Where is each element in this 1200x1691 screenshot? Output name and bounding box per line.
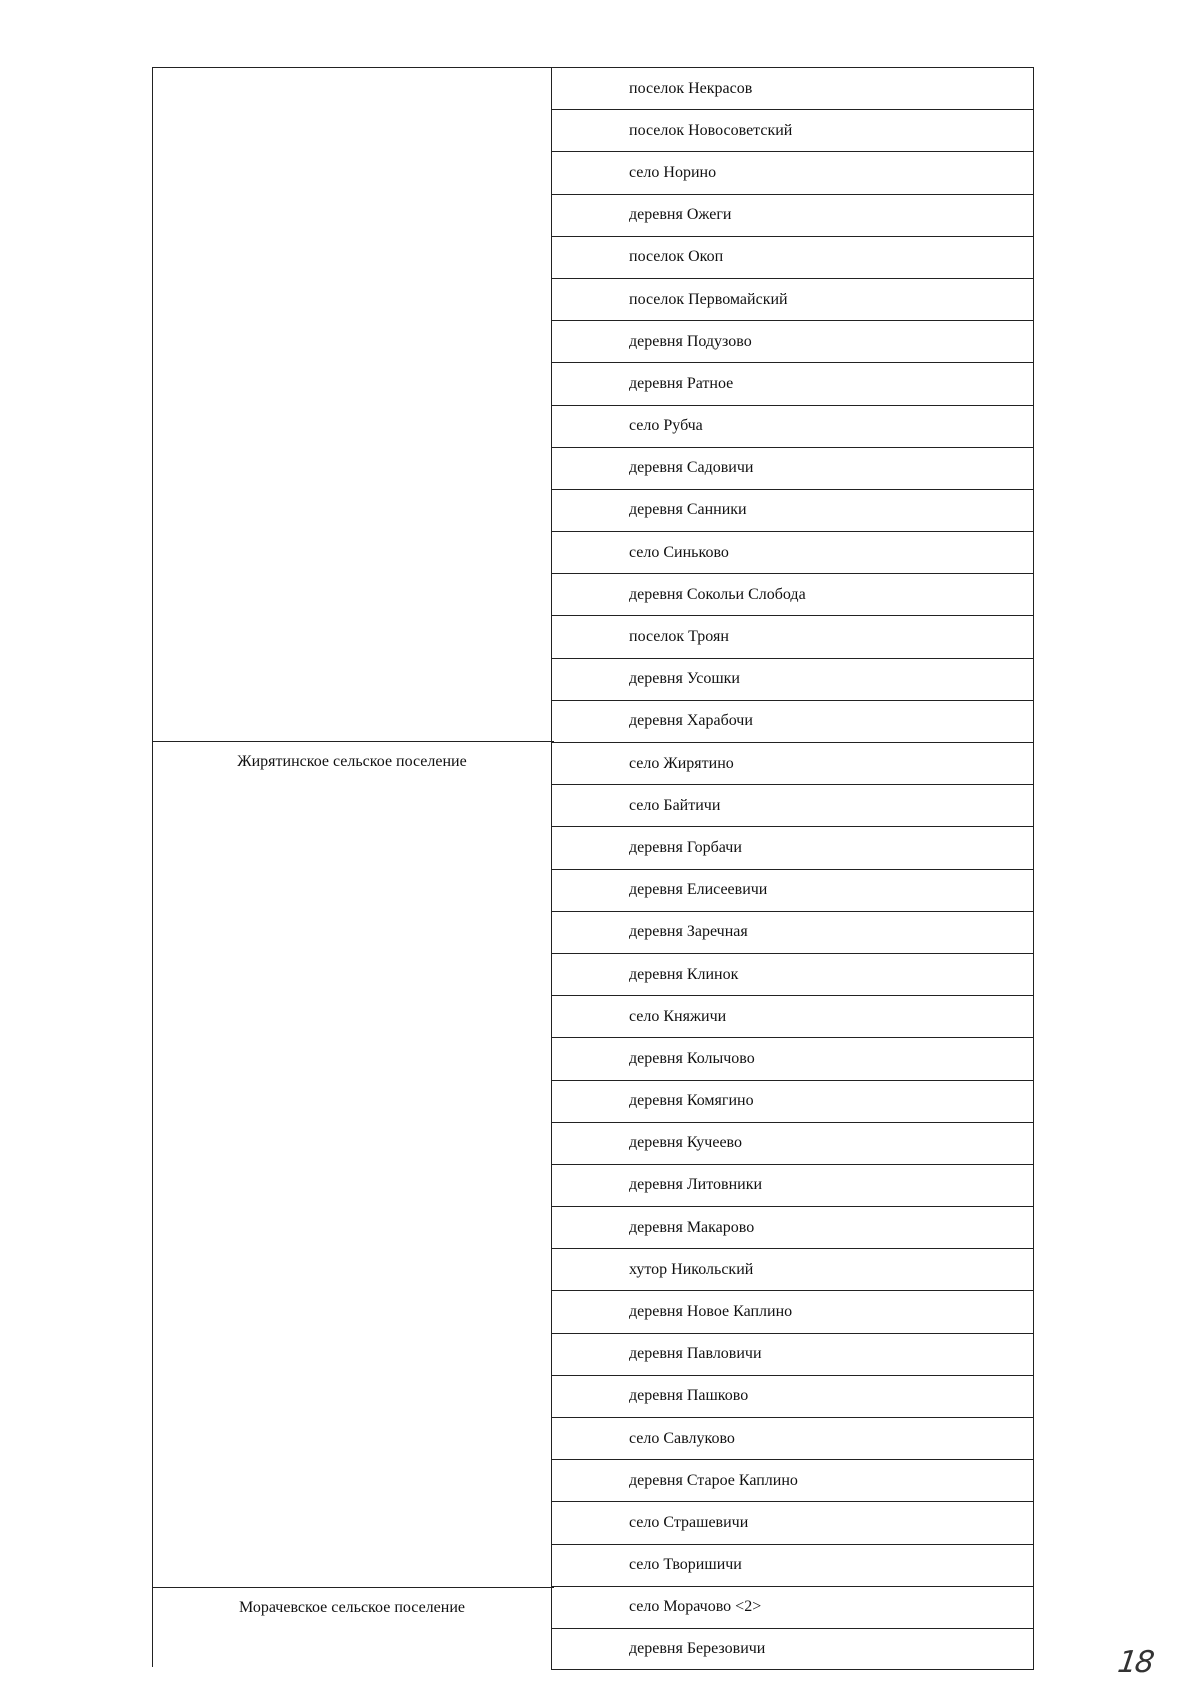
table-row: поселок Новосоветский (552, 109, 1033, 151)
table-row: поселок Окоп (552, 236, 1033, 278)
table-row: село Рубча (552, 405, 1033, 447)
table-row: село Морачово <2> (552, 1586, 1033, 1628)
page-number: 18 (1115, 1645, 1155, 1680)
settlement-group-column (152, 67, 552, 1667)
table-row: село Княжичи (552, 995, 1033, 1037)
table-row: деревня Кучеево (552, 1122, 1033, 1164)
table-row: деревня Павловичи (552, 1333, 1033, 1375)
table-row: село Жирятино (552, 742, 1033, 784)
table-row: поселок Некрасов (552, 67, 1033, 109)
group-label-zhiryatino: Жирятинское сельское поселение (237, 753, 467, 770)
table-row: село Савлуково (552, 1417, 1033, 1459)
table-row: деревня Клинок (552, 953, 1033, 995)
table-row: деревня Новое Каплино (552, 1290, 1033, 1332)
group-divider-morachevo (152, 1587, 554, 1588)
settlement-list-column (551, 67, 1034, 1670)
table-row: деревня Санники (552, 489, 1033, 531)
table-row: деревня Елисеевичи (552, 869, 1033, 911)
table-row: деревня Комягино (552, 1080, 1033, 1122)
table-row: деревня Колычово (552, 1037, 1033, 1079)
group-label-morachevo: Морачевское сельское поселение (239, 1599, 465, 1616)
table-row: село Творишичи (552, 1544, 1033, 1586)
table-row: село Страшевичи (552, 1501, 1033, 1543)
table-row: село Норино (552, 151, 1033, 193)
table-row: деревня Ратное (552, 362, 1033, 404)
table-row: деревня Горбачи (552, 826, 1033, 868)
table-row: деревня Харабочи (552, 700, 1033, 742)
table-row: деревня Старое Каплино (552, 1459, 1033, 1501)
table-row: деревня Макарово (552, 1206, 1033, 1248)
table-row: деревня Садовичи (552, 447, 1033, 489)
table-row: село Байтичи (552, 784, 1033, 826)
table-row: деревня Литовники (552, 1164, 1033, 1206)
table-row: деревня Усошки (552, 658, 1033, 700)
table-row: деревня Сокольи Слобода (552, 573, 1033, 615)
table-row: поселок Троян (552, 615, 1033, 657)
group-divider-zhiryatino (152, 741, 554, 742)
table-row: село Синьково (552, 531, 1033, 573)
table-row: деревня Подузово (552, 320, 1033, 362)
table-row: деревня Березовичи (552, 1628, 1033, 1670)
table-row: поселок Первомайский (552, 278, 1033, 320)
table-row: деревня Ожеги (552, 194, 1033, 236)
table-row: хутор Никольский (552, 1248, 1033, 1290)
table-row: деревня Пашково (552, 1375, 1033, 1417)
table-row: деревня Заречная (552, 911, 1033, 953)
